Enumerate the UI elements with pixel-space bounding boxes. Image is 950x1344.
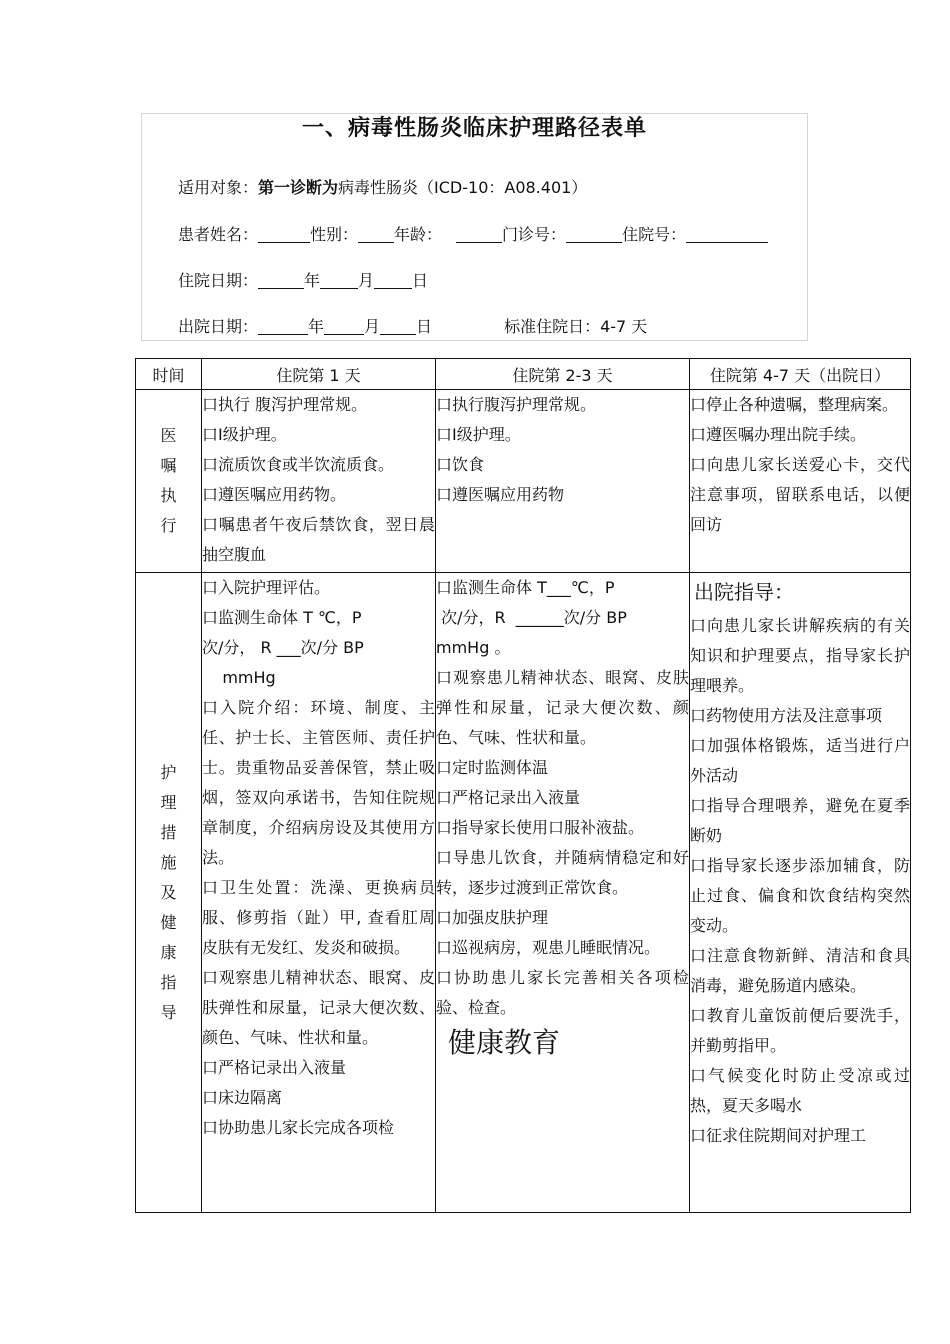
- list-item[interactable]: 口教育儿童饭前便后要洗手，并勤剪指甲。: [690, 1006, 910, 1055]
- discharge-day-blank[interactable]: [380, 316, 416, 335]
- header-day47: 住院第 4-7 天（出院日）: [690, 359, 911, 390]
- discharge-guidance-heading: 出院指导：: [694, 580, 794, 604]
- list-item[interactable]: 口严格记录出入液量: [436, 788, 581, 807]
- list-item[interactable]: 口监测生命体 T ℃，P: [202, 608, 362, 627]
- list-item[interactable]: 口导患儿饮食，并随病情稳定和好转，逐步过渡到正常饮食。: [436, 848, 689, 897]
- list-item[interactable]: 口遵医嘱应用药物: [436, 485, 565, 504]
- header-day1: 住院第 1 天: [202, 359, 436, 390]
- list-item[interactable]: 口向患儿家长讲解疾病的有关知识和护理要点，指导家长护理喂养。: [690, 616, 910, 695]
- applicable-bold: 第一诊断为: [258, 178, 339, 197]
- discharge-label: 出院日期：: [178, 317, 259, 336]
- list-item[interactable]: 口向患儿家长送爱心卡，交代注意事项，留联系电话，以便回访: [690, 455, 910, 534]
- list-item[interactable]: 口严格记录出入液量: [202, 1058, 347, 1077]
- list-item[interactable]: 口观察患儿精神状态、眼窝、皮肤弹性和尿量，记录大便次数、颜色、气味、性状和量。: [202, 968, 435, 1047]
- admission-year-blank[interactable]: [258, 270, 304, 289]
- document-title: 一、病毒性肠炎临床护理路径表单: [301, 116, 647, 141]
- list-item[interactable]: 口注意食物新鲜、清洁和食具消毒，避免肠道内感染。: [690, 946, 910, 995]
- applicable-rest: 病毒性肠炎（ICD-10：A08.401）: [338, 178, 588, 197]
- admission-date-line: [178, 268, 428, 291]
- list-item[interactable]: 口Ⅰ级护理。: [202, 425, 287, 444]
- list-item[interactable]: 口入院介绍：环境、制度、主任、护士长、主管医师、责任护士。贵重物品妥善保管，禁止吸烟，签双向承诺书，告知住院规章制度，介绍病房设及其使用方法。: [202, 698, 435, 867]
- admission-day: 日: [412, 271, 429, 290]
- list-item[interactable]: 口定时监测体温: [436, 758, 549, 777]
- list-item[interactable]: 次/分， R ___次/分 BP: [202, 638, 364, 657]
- nursing-row: [136, 573, 911, 1213]
- list-item[interactable]: 口征求住院期间对护理工: [690, 1126, 867, 1145]
- nursing-day1: [202, 573, 436, 1213]
- table-header-row: [136, 359, 911, 390]
- list-item[interactable]: 口协助患儿家长完成各项检: [202, 1118, 395, 1137]
- list-item[interactable]: 口入院护理评估。: [202, 578, 331, 597]
- header-day23: 住院第 2-3 天: [436, 359, 690, 390]
- list-item[interactable]: 口指导合理喂养，避免在夏季断奶: [690, 796, 910, 845]
- discharge-month: 月: [364, 317, 381, 336]
- list-item[interactable]: 次/分，R ______次/分 BP: [436, 608, 627, 627]
- list-item[interactable]: 口床边隔离: [202, 1088, 283, 1107]
- list-item[interactable]: 口加强体格锻炼，适当进行户外活动: [690, 736, 910, 785]
- list-item[interactable]: 口指导家长逐步添加辅食，防止过食、偏食和饮食结构突然变动。: [690, 856, 910, 935]
- name-label: 患者姓名：: [178, 225, 259, 244]
- admission-label: 住院日期：: [178, 271, 259, 290]
- list-item[interactable]: mmHg: [202, 668, 276, 687]
- list-item[interactable]: 口停止各种遗嘱，整理病案。: [690, 395, 899, 414]
- nursing-row-label: 护 理 措 施 及 健 康 指 导: [136, 573, 202, 1213]
- list-item[interactable]: 口Ⅰ级护理。: [436, 425, 521, 444]
- list-item[interactable]: 口加强皮肤护理: [436, 908, 549, 927]
- list-item[interactable]: 口药物使用方法及注意事项: [690, 706, 883, 725]
- list-item[interactable]: 口流质饮食或半饮流质食。: [202, 455, 395, 474]
- list-item[interactable]: 口遵医嘱应用药物。: [202, 485, 347, 504]
- nursing-day47: [690, 573, 911, 1213]
- admission-month: 月: [358, 271, 375, 290]
- inpatient-no-blank[interactable]: [686, 224, 768, 243]
- clinic-no-label: 门诊号：: [502, 225, 567, 244]
- applicable-line: [178, 175, 587, 198]
- orders-row-label: 医 嘱 执 行: [136, 390, 202, 573]
- discharge-year: 年: [308, 317, 325, 336]
- admission-month-blank[interactable]: [320, 270, 358, 289]
- clinical-pathway-table: [135, 358, 911, 1213]
- inpatient-no-label: 住院号：: [622, 225, 687, 244]
- orders-day47: [690, 390, 911, 573]
- list-item[interactable]: 口遵医嘱办理出院手续。: [690, 425, 867, 444]
- header-time: 时间: [136, 359, 202, 390]
- applicable-label: 适用对象：: [178, 178, 259, 197]
- list-item[interactable]: 口监测生命体 T___℃，P: [436, 578, 615, 597]
- list-item[interactable]: 口巡视病房，观患儿睡眠情况。: [436, 938, 661, 957]
- clinic-no-blank[interactable]: [566, 224, 622, 243]
- list-item[interactable]: 口执行 腹泻护理常规。: [202, 395, 368, 414]
- list-item[interactable]: 口协助患儿家长完善相关各项检验、检查。: [436, 968, 689, 1017]
- age-label: 年龄：: [394, 225, 443, 244]
- standard-stay: 标准住院日：4-7 天: [504, 317, 648, 336]
- admission-year: 年: [304, 271, 321, 290]
- discharge-day: 日: [416, 317, 433, 336]
- sex-label: 性别：: [310, 225, 359, 244]
- discharge-year-blank[interactable]: [258, 316, 308, 335]
- list-item[interactable]: 口指导家长使用口服补液盐。: [436, 818, 645, 837]
- orders-day23: [436, 390, 690, 573]
- list-item[interactable]: 口嘱患者午夜后禁饮食，翌日晨抽空腹血: [202, 515, 435, 564]
- name-blank[interactable]: [258, 224, 310, 243]
- orders-row: [136, 390, 911, 573]
- discharge-date-line: [178, 314, 647, 337]
- discharge-month-blank[interactable]: [324, 316, 364, 335]
- health-education-heading: 健康教育: [448, 1026, 561, 1059]
- admission-day-blank[interactable]: [374, 270, 412, 289]
- nursing-day23: [436, 573, 690, 1213]
- orders-day1: [202, 390, 436, 573]
- list-item[interactable]: 口观察患儿精神状态、眼窝、皮肤弹性和尿量，记录大便次数、颜色、气味、性状和量。: [436, 668, 689, 747]
- age-blank[interactable]: [456, 224, 502, 243]
- list-item[interactable]: 口饮食: [436, 455, 485, 474]
- sex-blank[interactable]: [358, 224, 394, 243]
- patient-info-line: [178, 222, 768, 245]
- list-item[interactable]: 口卫生处置：洗澡、更换病员服、修剪指（趾）甲, 查看肛周皮肤有无发红、发炎和破损。: [202, 878, 435, 957]
- list-item[interactable]: mmHg 。: [436, 638, 511, 657]
- list-item[interactable]: 口气候变化时防止受凉或过热，夏天多喝水: [690, 1066, 910, 1115]
- list-item[interactable]: 口执行腹泻护理常规。: [436, 395, 597, 414]
